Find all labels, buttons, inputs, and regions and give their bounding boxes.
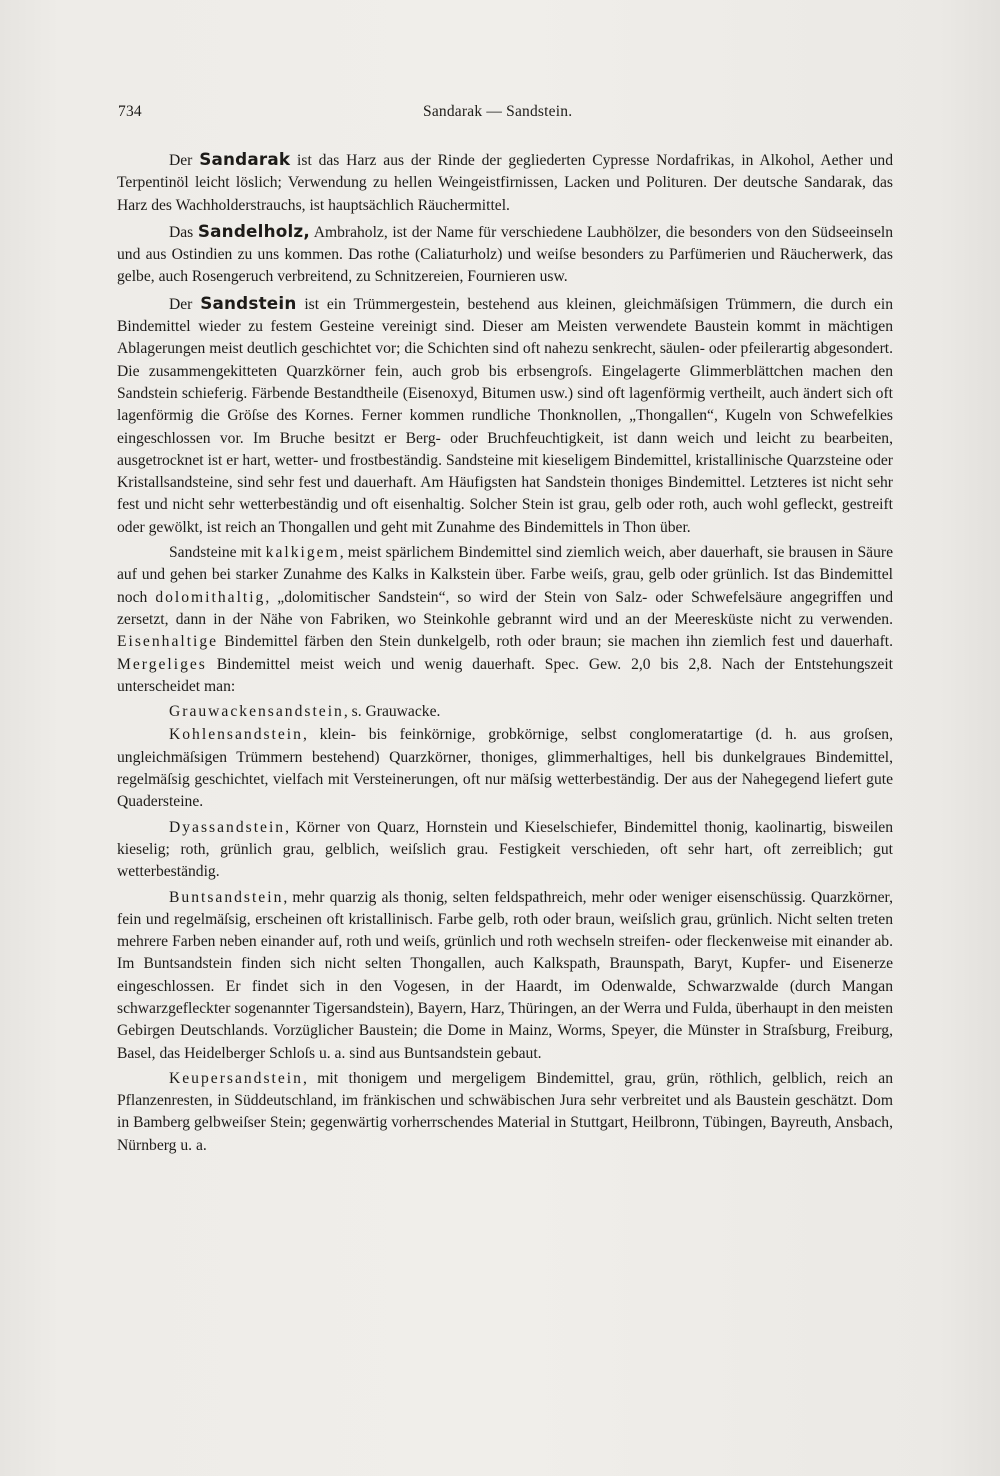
entry-sandarak (117, 148, 893, 217)
entry-text: Ambraholz, ist der Name für verschiedene Laubhölzer, die besonders von den Südseeinseln und aus Ostindien zu uns kommen. Das rothe (Caliaturholz) und weiſse besonders zu Parfümerien und Räucherwerk, das gelbe, auch Rosengeruch verbreitend, zu Schnitzereien, Fournieren usw. (117, 223, 893, 286)
page-number: 734 (118, 103, 142, 120)
subentry-term: Grauwackensandstein (169, 703, 344, 721)
spaced-term: dolomithaltig (155, 588, 266, 606)
paragraph-kalkiges-bindemittel (117, 542, 893, 698)
subentry-text: , klein- bis feinkörnige, grobkörnige, selbst conglomeratartige (d. h. aus groſsen, ungleichmäſsigen Trümmern bestehend) Quarzkörner, thoniges, glimmerhaltiges, hell bis dunkelgraues Bindemittel, regelmäſsig geschichtet, vielfach mit Versteinerungen, oft nur mäſsig wetterbeständig. Der aus der Nahegegend liefert gute Quadersteine. (117, 726, 893, 811)
entry-lead: Der (169, 152, 200, 169)
subentry-term: Dyassandstein (169, 818, 286, 836)
subentry-text: , s. Grauwacke. (343, 703, 441, 721)
entry-sandstein (117, 292, 893, 539)
subentry-dyassandstein (117, 817, 893, 884)
subentry-text: , mehr quarzig als thonig, selten feldspathreich, mehr oder weniger eisenschüssig. Quarzkörner, fein und regelmäſsig, erscheinen oft kristallinisch. Farbe gelb, roth oder braun, weiſslich grau, grünlich. Nicht selten treten mehrere Farben neben einander auf, roth und weiſs, grünlich und roth wechseln streifen- oder fleckenweise mit einander ab. Im Buntsandstein finden sich nicht selten Thongallen, auch Kalkspath, Braunspath, Baryt, Kupfer- und Eisenerze eingeschlossen. Er findet sich in den Vogesen, in der Haardt, im Odenwalde, Schwarzwalde (durch Mangan schwarzgefleckter sogenannter Tigersandstein), Bayern, Harz, Thüringen, an der Werra und Fulda, überhaupt in den meisten Gebirgen Deutschlands. Vorzüglicher Baustein; die Dome in Mainz, Worms, Speyer, die Münster in Straſsburg, Freiburg, Basel, das Heidelberger Schloſs u. a. sind aus Buntsandstein gebaut. (117, 888, 893, 1062)
spaced-term: Eisenhaltige (117, 633, 219, 651)
subentry-term: Keupersandstein (169, 1069, 303, 1087)
text-segment: Sandsteine mit (169, 544, 266, 562)
subentry-term: Buntsandstein (169, 888, 284, 906)
entry-term: Sandelholz, (197, 220, 310, 241)
spaced-term: kalkigem (265, 544, 340, 562)
entry-lead: Der (169, 295, 201, 313)
entry-term: Sandstein (200, 292, 297, 313)
running-title: Sandarak — Sandstein. (423, 103, 573, 120)
subentry-grauwackensandstein (117, 701, 893, 723)
text-segment: , meist spärlichem Bindemittel sind ziemlich weich, aber dauerhaft, sie brausen in Säure auf und gehen bei starker Zunahme des Kalks in Kalkstein über. Farbe weiſs, grau, gelb oder grünlich. Ist das Bindemittel noch (117, 544, 894, 606)
entry-term: Sandarak (199, 149, 291, 169)
entry-text: ist das Harz aus der Rinde der gegliederten Cypresse Nordafrikas, in Alkohol, Aether und Terpentinöl leicht löslich; Verwendung zu hellen Weingeistfirnissen, Lacken und Polituren. Der deutsche Sandarak, das Harz des Wachholderstrauchs, ist hauptsächlich Räuchermittel. (117, 152, 893, 214)
body-text (117, 148, 893, 1160)
text-segment: Bindemittel meist weich und wenig dauerhaft. Spec. Gew. 2,0 bis 2,8. Nach der Entstehungszeit unterscheidet man: (117, 655, 893, 695)
entry-sandelholz (117, 220, 893, 289)
text-segment: Bindemittel färben den Stein dunkelgelb, roth oder braun; sie machen ihn ziemlich fest und dauerhaft. (218, 633, 893, 651)
text-segment: , „dolomitischer Sandstein“, so wird der Stein von Salz- oder Schwefelsäure angegriffen und zersetzt, dann in der Nähe von Fabriken, wo Steinkohle gebrannt wird und an der Meeresküste nicht zu verwenden. (117, 588, 893, 628)
subentry-keupersandstein (117, 1068, 893, 1157)
spaced-term: Mergeliges (117, 655, 207, 673)
subentry-text: , mit thonigem und mergeligem Bindemittel, grau, grün, röthlich, gelblich, reich an Pflanzenresten, in Süddeutschland, im fränkischen und schwäbischen Jura sehr verbreitet und als Baustein geschätzt. Dom in Bamberg gelbweiſser Stein; gegenwärtig vorherrschendes Material in Stuttgart, Heilbronn, Tübingen, Bayreuth, Ansbach, Nürnberg u. a. (117, 1069, 893, 1154)
entry-text: ist ein Trümmergestein, bestehend aus kleinen, gleichmäſsigen Trümmern, die durch ein Bindemittel wieder zu festem Gesteine vereinigt sind. Dieser am Meisten verwendete Baustein kommt in mächtigen Ablagerungen meist deutlich geschichtet vor; die Schichten sind oft nahezu senkrecht, säulen- oder pfeilerartig abgesondert. Die zusammengekitteten Quarzkörner fein, auch grob bis erbsengroſs. Eingelagerte Glimmerblättchen machen den Sandstein schieferig. Färbende Bestandtheile (Eisenoxyd, Bitumen usw.) sind oft lagenförmig vertheilt, auch ändert sich oft lagenförmig die Gröſse des Kornes. Ferner kommen rundliche Thonknollen, „Thongallen“, Kugeln von Schwefelkies eingeschlossen vor. Im Bruche besitzt er Berg- oder Bruchfeuchtigkeit, ist dann weich und leicht zu bearbeiten, ausgetrocknet ist er hart, wetter- und frostbeständig. Sandsteine mit kieseligem Bindemittel, kristallinische Quarzsteine oder Kristallsandsteine, sind sehr fest und dauerhaft. Am Häufigsten hat Sandstein thoniges Bindemittel. Letzteres ist nicht sehr fest und nicht sehr wetterbeständig und oft eisenhaltig. Solcher Stein ist grau, gelb oder roth, auch wohl gefleckt, gestreift oder gewölkt, ist reich an Thongallen und geht mit Zunahme des Bindemittels in Thon über. (117, 295, 893, 536)
entry-lead: Das (169, 223, 198, 241)
subentry-text: , Körner von Quarz, Hornstein und Kieselschiefer, Bindemittel thonig, kaolinartig, bisweilen kieselig; roth, grünlich grau, gelblich, weiſslich grau. Festigkeit verschieden, oft sehr hart, oft zerreiblich; gut wetterbeständig. (117, 818, 893, 881)
subentry-kohlensandstein (117, 724, 893, 813)
subentry-term: Kohlensandstein (169, 726, 303, 744)
subentry-buntsandstein (117, 887, 893, 1065)
running-head (118, 103, 898, 127)
